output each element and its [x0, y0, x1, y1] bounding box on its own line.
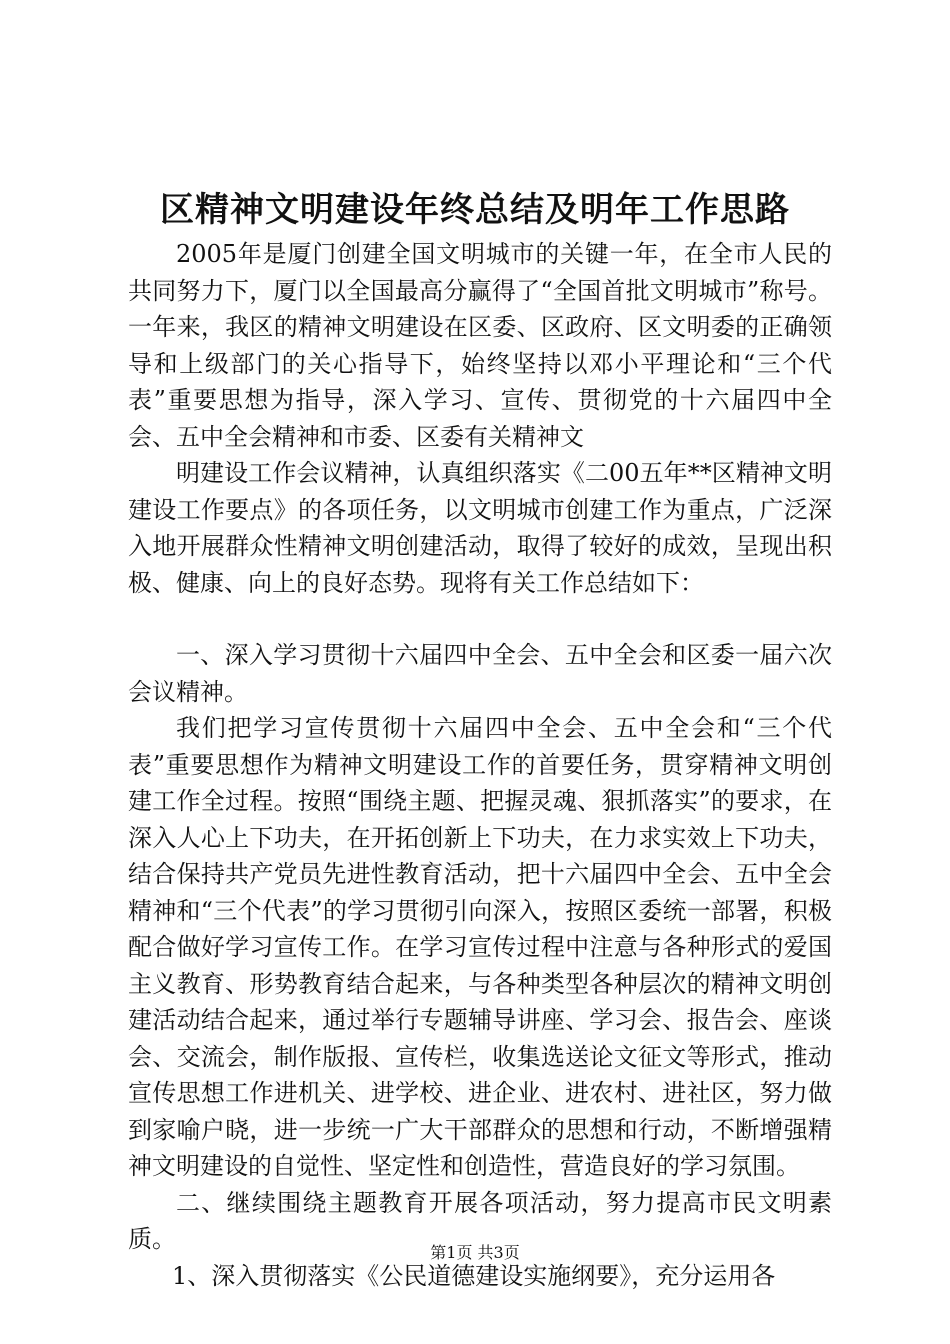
- section-heading-2: 二、继续围绕主题教育开展各项活动，努力提高市民文明素质。: [128, 1188, 832, 1253]
- section-heading-1: 一、深入学习贯彻十六届四中全会、五中全会和区委一届六次会议精神。: [128, 641, 832, 706]
- page-footer: 第1页 共3页: [430, 1243, 520, 1262]
- document-body: [128, 236, 832, 1294]
- document-title: 区精神文明建设年终总结及明年工作思路: [160, 190, 790, 230]
- paragraph-intro-continued: 明建设工作会议精神，认真组织落实《二00五年**区精神文明建设工作要点》的各项任务，以文明城市创建工作为重点，广泛深入地开展群众性精神文明创建活动，取得了较好的成效，呈现出积极、健康、向上的良好态势。现将有关工作总结如下：: [128, 459, 832, 597]
- list-item-1: 1、深入贯彻落实《公民道德建设实施纲要》，充分运用各: [172, 1261, 776, 1290]
- paragraph-intro: 2005年是厦门创建全国文明城市的关键一年，在全市人民的共同努力下，厦门以全国最高分赢得了“全国首批文明城市”称号。一年来，我区的精神文明建设在区委、区政府、区文明委的正确领导和上级部门的关心指导下，始终坚持以邓小平理论和“三个代表”重要思想为指导，深入学习、宣传、贯彻党的十六届四中全会、五中全会精神和市委、区委有关精神文: [128, 240, 832, 451]
- paragraph-section-1: 我们把学习宣传贯彻十六届四中全会、五中全会和“三个代表”重要思想作为精神文明建设工作的首要任务，贯穿精神文明创建工作全过程。按照“围绕主题、把握灵魂、狠抓落实”的要求，在深入人心上下功夫，在开拓创新上下功夫，在力求实效上下功夫，结合保持共产党员先进性教育活动，把十六届四中全会、五中全会精神和“三个代表”的学习贯彻引向深入，按照区委统一部署，积极配合做好学习宣传工作。在学习宣传过程中注意与各种形式的爱国主义教育、形势教育结合起来，与各种类型各种层次的精神文明创建活动结合起来，通过举行专题辅导讲座、学习会、报告会、座谈会、交流会，制作版报、宣传栏，收集选送论文征文等形式，推动宣传思想工作进机关、进学校、进企业、进农村、进社区，努力做到家喻户晓，进一步统一广大干部群众的思想和行动，不断增强精神文明建设的自觉性、坚定性和创造性，营造良好的学习氛围。: [128, 714, 832, 1180]
